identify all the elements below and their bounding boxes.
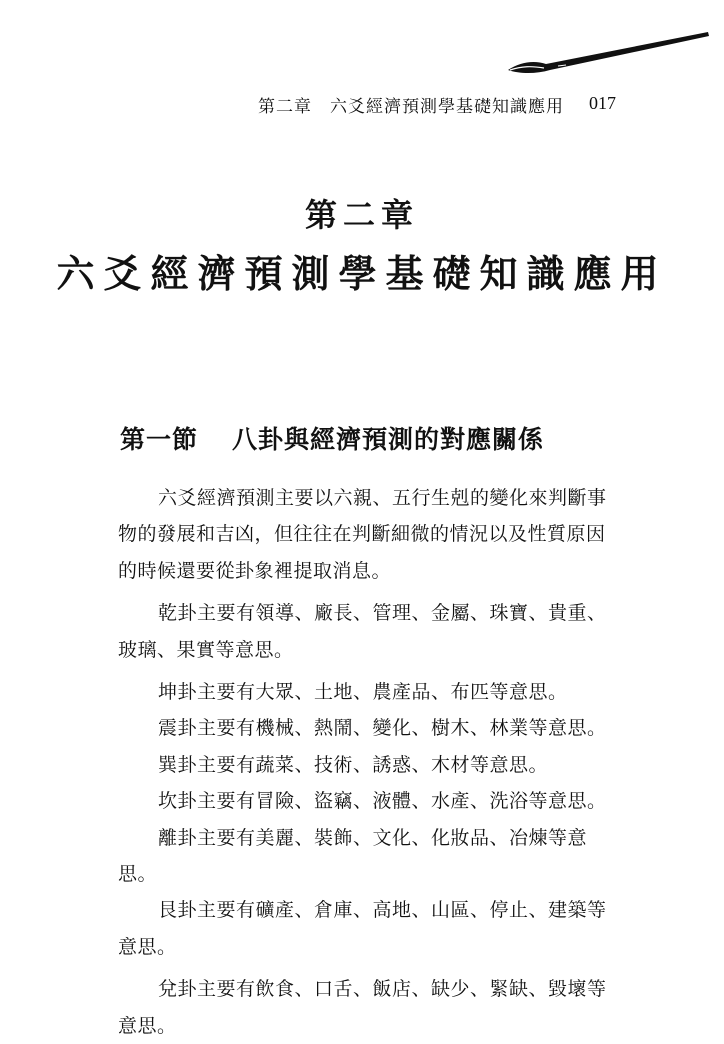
paragraph: 兌卦主要有飲食、口舌、飯店、缺少、緊缺、毀壞等意思。 xyxy=(118,978,607,1037)
paragraph: 巽卦主要有蔬菜、技術、誘惑、木材等意思。 xyxy=(158,753,549,776)
chapter-label: 第二章 xyxy=(304,196,419,234)
chapter-title: 六爻經濟預測學基礎知識應用 xyxy=(56,251,668,296)
paragraph: 震卦主要有機械、熱鬧、變化、樹木、林業等意思。 xyxy=(158,717,607,740)
paragraph: 乾卦主要有領導、廠長、管理、金屬、珠寶、貴重、玻璃、果實等意思。 xyxy=(118,602,607,661)
running-header xyxy=(0,92,724,122)
page-number: 017 xyxy=(589,93,616,113)
paragraph: 離卦主要有美麗、裝飾、文化、化妝品、冶煉等意思。 xyxy=(118,826,588,886)
brush-icon xyxy=(500,28,710,78)
section-title: 八卦與經濟預測的對應關係 xyxy=(232,425,545,454)
section-heading xyxy=(120,420,544,456)
running-header-title: 六爻經濟預測學基礎知識應用 xyxy=(330,97,564,117)
running-header-text xyxy=(258,92,564,117)
section-number: 第一節 xyxy=(120,425,199,454)
paragraph: 坤卦主要有大眾、土地、農產品、布匹等意思。 xyxy=(158,681,568,704)
running-header-chapter: 第二章 xyxy=(258,97,312,117)
paragraph: 艮卦主要有礦產、倉庫、高地、山區、停止、建築等意思。 xyxy=(118,899,607,958)
paragraph: 六爻經濟預測主要以六親、五行生剋的變化來判斷事物的發展和吉凶，但往往在判斷細微的情況以及性質原因的時候還要從卦象裡提取消息。 xyxy=(118,487,607,582)
paragraph: 坎卦主要有冒險、盜竊、液體、水產、洗浴等意思。 xyxy=(158,790,607,813)
body-text xyxy=(118,480,616,1044)
